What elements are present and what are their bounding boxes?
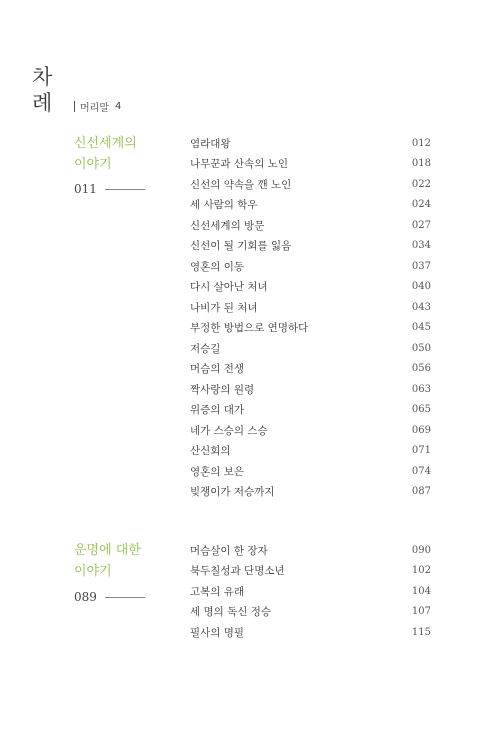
section-title-line-2: 이야기 [74, 157, 112, 172]
toc-entry-page: 107 [411, 606, 431, 618]
section-title-line-2: 이야기 [74, 564, 112, 579]
toc-entry[interactable] [190, 359, 431, 380]
section-page-rule [105, 597, 145, 598]
toc-entry-title: 신선세계의 방문 [190, 219, 265, 232]
toc-entry-page: 071 [411, 445, 431, 457]
toc-entry[interactable] [190, 277, 431, 298]
toc-entry-title: 염라대왕 [190, 137, 231, 150]
toc-entry-page: 069 [411, 424, 431, 436]
preface-divider [74, 101, 75, 112]
toc-entry-page: 018 [411, 158, 431, 170]
toc-entry-title: 위증의 대가 [190, 404, 245, 417]
toc-entry-title: 머슴의 전생 [190, 363, 245, 376]
toc-entry[interactable] [190, 400, 431, 421]
toc-entry[interactable] [190, 379, 431, 400]
toc-entry-title: 영혼의 이동 [190, 260, 245, 273]
toc-entry-page: 037 [411, 260, 431, 272]
toc-entry-title: 세 사람의 학우 [190, 199, 258, 212]
toc-entry[interactable] [190, 154, 431, 175]
toc-entry-page: 074 [411, 465, 431, 477]
toc-entry-title: 나비가 된 처녀 [190, 301, 258, 314]
toc-entry-page: 040 [411, 281, 431, 293]
toc-entry-page: 063 [411, 383, 431, 395]
preface-page: 4 [114, 101, 122, 112]
preface-entry[interactable] [74, 99, 121, 114]
toc-entry[interactable] [190, 482, 431, 503]
toc-entry-page: 050 [411, 342, 431, 354]
toc-entry-page: 043 [411, 301, 431, 313]
section-page-rule [105, 189, 145, 190]
toc-entry-page: 024 [411, 199, 431, 211]
toc-entry-title: 짝사랑의 원령 [190, 383, 255, 396]
toc-entry[interactable] [190, 561, 431, 582]
toc-title-char-1: 차 [32, 65, 53, 89]
toc-entry[interactable] [190, 622, 431, 643]
preface-label: 머리말 [80, 103, 109, 114]
section-page-number: 011 [74, 182, 97, 196]
toc-entry[interactable] [190, 540, 431, 561]
section-entries [190, 133, 431, 502]
toc-entry-title: 머슴살이 한 장자 [190, 544, 268, 557]
toc-entry-title: 네가 스승의 스승 [190, 424, 268, 437]
toc-entry-page: 012 [411, 137, 431, 149]
toc-entry[interactable] [190, 133, 431, 154]
toc-entry[interactable] [190, 174, 431, 195]
toc-entry[interactable] [190, 420, 431, 441]
toc-entry[interactable] [190, 581, 431, 602]
toc-entry-title: 신선의 약속을 깬 노인 [190, 178, 292, 191]
toc-entry[interactable] [190, 215, 431, 236]
toc-entry[interactable] [190, 318, 431, 339]
toc-title-char-2: 례 [32, 91, 53, 115]
toc-entry-page: 027 [411, 219, 431, 231]
toc-entry-title: 나무꾼과 산속의 노인 [190, 158, 288, 171]
toc-entry-page: 104 [411, 585, 431, 597]
toc-entry-page: 090 [411, 544, 431, 556]
toc-entry-page: 056 [411, 363, 431, 375]
toc-entry[interactable] [190, 602, 431, 623]
section-entries [190, 540, 431, 643]
toc-entry[interactable] [190, 256, 431, 277]
toc-entry[interactable] [190, 195, 431, 216]
toc-entry-page: 045 [411, 322, 431, 334]
toc-entry-title: 북두칠성과 단명소년 [190, 565, 285, 578]
toc-entry-page: 065 [411, 404, 431, 416]
section-page [74, 590, 145, 604]
section-page-number: 089 [74, 590, 97, 604]
toc-entry-title: 신선이 될 기회를 잃음 [190, 240, 292, 253]
toc-entry-title: 다시 살아난 처녀 [190, 281, 268, 294]
section-title-line-1: 신선세계의 [74, 136, 137, 151]
toc-entry-title: 부정한 방법으로 연명하다 [190, 322, 309, 335]
toc-entry-page: 102 [411, 565, 431, 577]
toc-entry-title: 필사의 명필 [190, 626, 245, 639]
toc-entry-title: 산신회의 [190, 445, 231, 458]
toc-entry-title: 세 명의 독신 정승 [190, 606, 272, 619]
section-title-line-1: 운명에 대한 [74, 543, 141, 558]
toc-entry-title: 고복의 유래 [190, 585, 245, 598]
toc-entry-page: 087 [411, 486, 431, 498]
toc-entry[interactable] [190, 297, 431, 318]
toc-entry-title: 영혼의 보은 [190, 465, 245, 478]
toc-entry[interactable] [190, 461, 431, 482]
toc-entry-page: 022 [411, 178, 431, 190]
toc-entry[interactable] [190, 236, 431, 257]
toc-entry-title: 빚쟁이가 저승까지 [190, 486, 275, 499]
toc-entry-page: 034 [411, 240, 431, 252]
toc-entry-title: 저승길 [190, 342, 221, 355]
toc-entry[interactable] [190, 338, 431, 359]
toc-entry[interactable] [190, 441, 431, 462]
toc-entry-page: 115 [411, 626, 431, 638]
section-page [74, 182, 145, 196]
